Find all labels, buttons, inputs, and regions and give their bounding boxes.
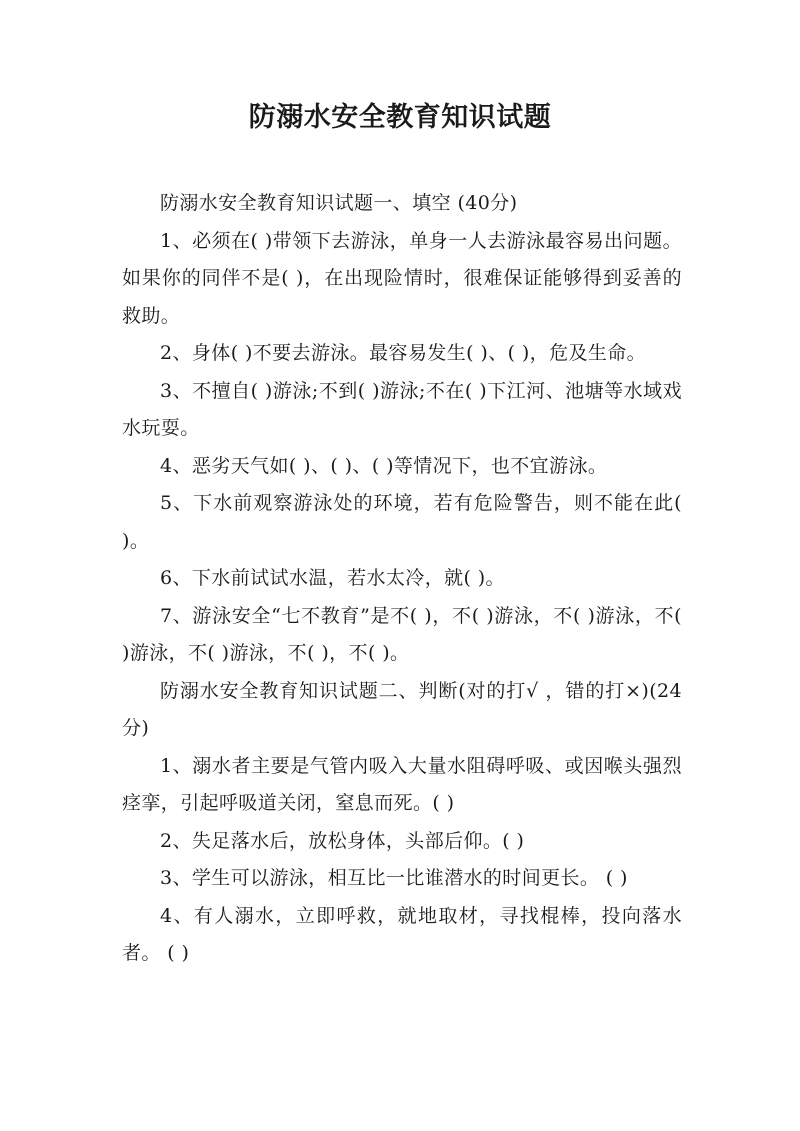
section-heading-true-false: 防溺水安全教育知识试题二、判断(对的打√ ，错的打×)(24分) — [122, 679, 682, 739]
question-paragraph: 6、下水前试试水温，若水太冷，就( )。 — [160, 567, 505, 589]
section-heading-fill-in: 防溺水安全教育知识试题一、填空 (40分) — [160, 192, 518, 214]
question-paragraph: 3、学生可以游泳，相互比一比谁潜水的时间更长。 ( ) — [160, 867, 628, 889]
question-paragraph: 2、失足落水后，放松身体，头部后仰。( ) — [160, 829, 525, 852]
question-paragraph: 1、溺水者主要是气管内吸入大量水阻碍呼吸、或因喉头强烈痉挛，引起呼吸道关闭，窒息而死。( ) — [122, 754, 682, 814]
question-paragraph: 4、恶劣天气如( )、( )、( )等情况下，也不宜游泳。 — [160, 454, 608, 477]
question-paragraph: 7、游泳安全“七不教育”是不( )，不( )游泳，不( )游泳，不( )游泳，不( )游泳，不( )，不( )。 — [122, 604, 682, 664]
document-title: 防溺水安全教育知识试题 — [248, 102, 552, 133]
question-paragraph: 3、不擅自( )游泳;不到( )游泳;不在( )下江河、池塘等水域戏水玩耍。 — [122, 379, 682, 439]
document-body — [122, 185, 682, 973]
question-paragraph: 5、下水前观察游泳处的环境，若有危险警告，则不能在此( )。 — [122, 492, 682, 552]
question-paragraph: 4、有人溺水，立即呼救，就地取材，寻找棍棒，投向落水者。 ( ) — [122, 904, 682, 964]
question-paragraph: 2、身体( )不要去游泳。最容易发生( )、( )，危及生命。 — [160, 342, 647, 364]
question-paragraph: 1、必须在( )带领下去游泳，单身一人去游泳最容易出问题。如果你的同伴不是( )，在出现险情时，很难保证能够得到妥善的救助。 — [122, 229, 682, 327]
